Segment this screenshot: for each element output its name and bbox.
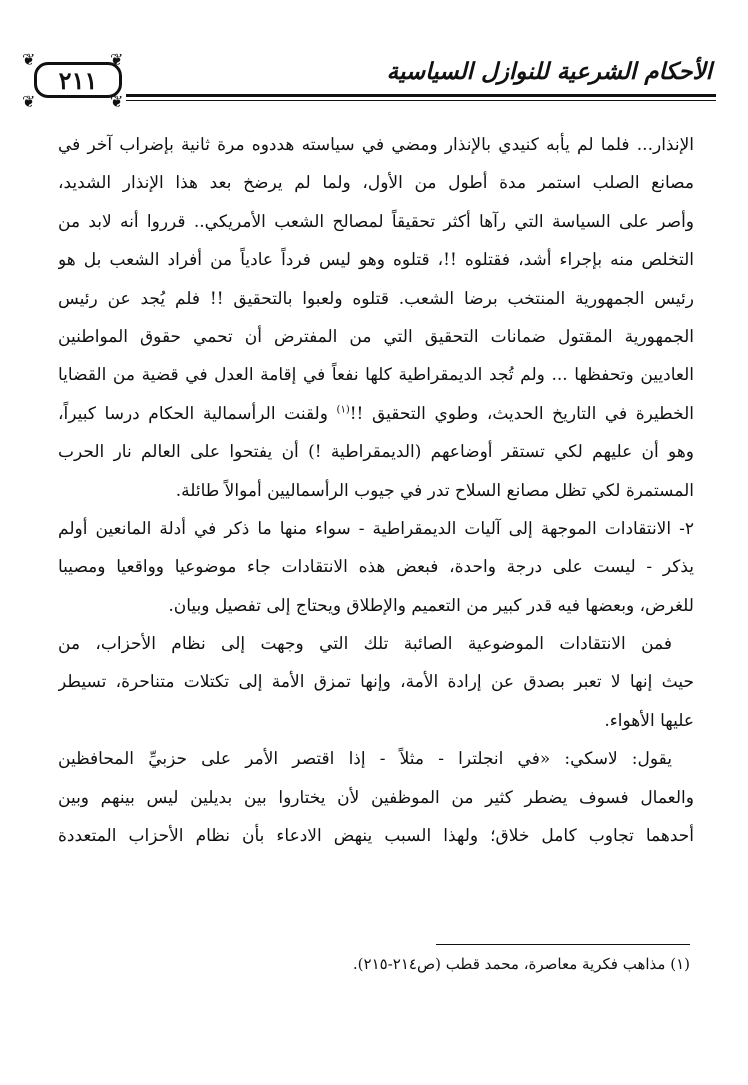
text-line: وأصر على السياسة التي رآها أكثر تحقيقاً لمصالح الشعب الأمريكي.. قرروا أنه لابد من xyxy=(58,211,694,232)
text-line: فمن الانتقادات الموضوعية الصائبة تلك التي وجهت إلى نظام الأحزاب، من xyxy=(58,634,672,655)
main-text xyxy=(58,126,694,855)
text-line: التخلص منه بإجراء أشد، فقتلوه !!، قتلوه وهو ليس فرداً عادياً من أفراد الشعب بل هو xyxy=(58,250,694,271)
text-line: العاديين وتحفظها ... ولم تُجد الديمقراطية كلها نفعاً في إقامة العدل في قضية من القضايا xyxy=(58,365,694,386)
text-line: مصانع الصلب استمر مدة أطول من الأول، ولما لم يرضخ بعد هذا الإنذار الشديد، xyxy=(58,173,694,194)
corner-ornament-icon: ❦ xyxy=(22,50,36,69)
text-line: الإنذار... فلما لم يأبه كنيدي بالإنذار ومضي في سياسته هددوه مرة ثانية بإضراب آخر في xyxy=(58,135,694,155)
text-fragment: ولقنت الرأسمالية الحكام درسا كبيراً، xyxy=(58,403,337,424)
running-title: الأحكام الشرعية للنوازل السياسية xyxy=(386,58,712,85)
header-rule-thin xyxy=(126,100,716,101)
text-line: حيث إنها لا تعبر بصدق عن إرادة الأمة، وإنها تمزق الأمة إلى تكتلات متناحرة، تسيطر xyxy=(58,672,694,693)
footnote: (١) مذاهب فكرية معاصرة، محمد قطب (ص٢١٤-٢١٥). xyxy=(352,955,690,973)
text-line-with-footnote xyxy=(58,395,694,433)
page-header xyxy=(18,52,732,110)
text-line: ٢- الانتقادات الموجهة إلى آليات الديمقراطية - سواء منها ما ذكر في أدلة المانعين أولم xyxy=(58,518,694,539)
text-line: أحدهما تجاوب كامل خلاق؛ ولهذا السبب ينهض الادعاء بأن نظام الأحزاب المتعددة xyxy=(58,826,694,847)
text-line: رئيس الجمهورية المنتخب برضا الشعب. قتلوه ولعبوا بالتحقيق !! فلم يُجد عن رئيس xyxy=(58,288,694,309)
header-rule xyxy=(126,94,716,97)
corner-ornament-icon: ❦ xyxy=(110,92,124,111)
text-line: وهو أن عليهم لكي تستقر أوضاعهم (الديمقراطية !) أن يفتحوا على العالم نار الحرب xyxy=(58,442,694,463)
text-line: عليها الأهواء. xyxy=(604,710,694,731)
corner-ornament-icon: ❦ xyxy=(110,50,124,69)
footnote-ref: (١) xyxy=(336,404,350,416)
text-line: للغرض، وبعضها فيه قدر كبير من التعميم والإطلاق ويحتاج إلى تفصيل وبيان. xyxy=(168,595,694,616)
text-fragment: الخطيرة في التاريخ الحديث، وطوي التحقيق !! xyxy=(349,403,694,424)
text-line: يذكر - ليست على درجة واحدة، فبعض هذه الانتقادات جاء موضوعيا وواقعيا ومصيبا xyxy=(58,557,694,578)
page-number: ٢١١ xyxy=(34,62,122,98)
footnote-separator xyxy=(436,944,690,945)
text-line: الجمهورية المقتول ضمانات التحقيق التي من المفترض أن تحمي حقوق المواطنين xyxy=(58,326,694,347)
text-line: يقول: لاسكي: «في انجلترا - مثلاً - إذا اقتصر الأمر على حزبيِّ المحافظين xyxy=(58,749,672,770)
corner-ornament-icon: ❦ xyxy=(22,92,36,111)
text-line: المستمرة لكي تظل مصانع السلاح تدر في جيوب الرأسماليين أموالاً طائلة. xyxy=(175,480,694,501)
text-line: والعمال فسوف يضطر كثير من الموظفين لأن يختاروا بين بديلين ليس بينهم وبين xyxy=(58,787,694,808)
